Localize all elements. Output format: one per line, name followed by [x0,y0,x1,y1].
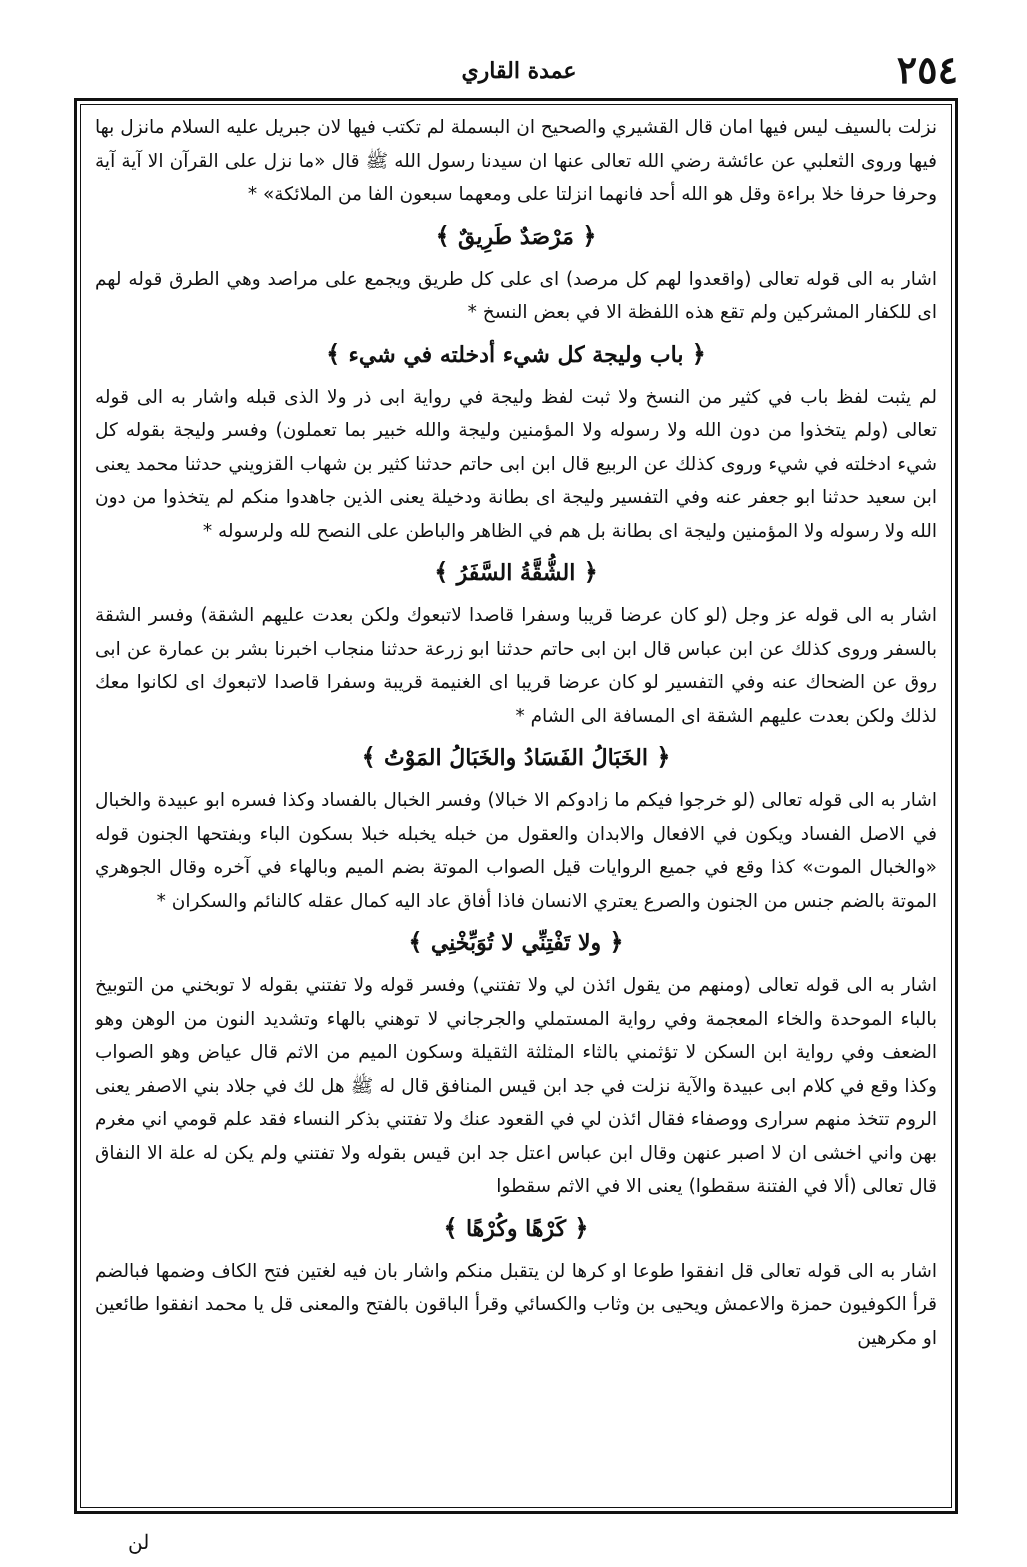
heading-text: مَرْصَدٌ طَرِيقٌ [458,223,574,250]
heading-text: الشُّقَّةُ السَّفَرُ [456,560,576,586]
section-heading: ﴿ مَرْصَدٌ طَرِيقٌ ﴾ [435,220,597,250]
document-page [74,48,964,1524]
paragraph: نزلت بالسيف ليس فيها امان قال القشيري والصحيح ان البسملة لم تكتب فيها لان جبريل عليه السلام مانزل بها فيها وروى الثعلبي عن عائشة رضي الله تعالى عنها ان سيدنا رسول الله ﷺ قال «ما نزل على القرآن الا آية آية وحرفا حرفا خلا براءة وقل هو الله أحد فانهما انزلتا على ومعهما سبعون الفا من الملائكة» * [95,117,937,205]
section-heading: ﴿ كَرْهًا وكُرْهًا ﴾ [443,1212,589,1242]
heading-text: باب وليجة كل شيء أدخلته في شيء [348,341,684,368]
paragraph: لم يثبت لفظ باب في كثير من النسخ ولا ثبت لفظ وليجة في رواية ابى ذر ولا الذى قبله واشار به الى قوله تعالى (ولم يتخذوا من دون الله ولا رسوله ولا المؤمنين وليجة والله خبير بما تعملون) وفسر وليجة بقوله كل شيء ادخلته في شيء وروى كذلك عن الربيع قال ابن ابى حاتم حدثنا كثير بن شهاب القزويني حدثنا محمد يعنى ابن سعيد حدثنا ابو جعفر عنه وفي التفسير وليجة اى بطانة ودخيلة يعنى الذين جاهدوا منكم لم يتخذوا من دون الله ولا رسوله ولا المؤمنين وليجة اى بطانة بل هم في الظاهر والباطن على النصح لله ولرسوله * [95,386,937,542]
text-frame [74,98,958,1514]
paragraph: اشار به الى قوله تعالى (واقعدوا لهم كل مرصد) اى على كل طريق ويجمع على مراصد وهي الطرق قوله لهم اى للكفار المشركين ولم تقع هذه اللفظة الا في بعض النسخ * [95,268,937,323]
catchword: لن [128,1530,150,1554]
section-heading: ﴿ ولا تَفْتِنِّي لا تُوَبِّخْنِي ﴾ [408,927,624,956]
heading-text: ولا تَفْتِنِّي لا تُوَبِّخْنِي [430,930,602,956]
running-title: عمدة القاري [461,58,577,84]
section-heading: ﴿ باب وليجة كل شيء أدخلته في شيء ﴾ [326,338,706,368]
body-text [95,111,937,1503]
paragraph: اشار به الى قوله عز وجل (لو كان عرضا قريبا وسفرا قاصدا لاتبعوك ولكن بعدت عليهم الشقة) وفسر الشقة بالسفر وروى كذلك عن ابن عباس قال ابن ابى حاتم حدثنا ابو زرعة حدثنا منجاب اخبرنا بشر بن عمارة عن ابى روق عن الضحاك عنه وفي التفسير لو كان عرضا قريبا اى الغنيمة قريبة وسفرا قاصدا لاتبعوك اى لكانوا معك لذلك ولكن بعدت عليهم الشقة اى المسافة الى الشام * [95,605,937,727]
page-header [74,48,964,98]
section-heading: ﴿ الخَبَالُ الفَسَادُ والخَبَالُ المَوْتُ ﴾ [361,742,671,771]
section-heading: ﴿ الشُّقَّةُ السَّفَرُ ﴾ [434,557,598,586]
paragraph: اشار به الى قوله تعالى (ومنهم من يقول ائذن لي ولا تفتني) وفسر قوله ولا تفتني بقوله لا توبخني من التوبيخ بالباء الموحدة والخاء المعجمة وفي رواية المستملي والجرجاني لا توهني بالهاء وتشديد النون من الوهن وهو الضعف وفي رواية ابن السكن لا تؤثمني بالثاء المثلثة الثقيلة وسكون الميم من الاثم قال عياض وهو الصواب وكذا وقع في كلام ابى عبيدة والآية نزلت في جد ابن قيس المنافق قال له ﷺ هل لك في جلاد بني الاصفر يعنى الروم تتخذ منهم سرارى ووصفاء فقال ائذن لي في القعود عنك ولا تفتني بذكر النساء فقد علم قومي اني مغرم بهن واني اخشى ان لا اصبر عنهن وقال ابن عباس اعتل جد ابن قيس بقوله ولا تفتني ولم يكن له علة الا النفاق قال تعالى (ألا في الفتنة سقطوا) يعنى الا في الاثم سقطوا [95,975,937,1197]
heading-text: الخَبَالُ الفَسَادُ والخَبَالُ المَوْتُ [384,745,648,771]
heading-text: كَرْهًا وكُرْهًا [465,1215,567,1242]
page-number: ٢٥٤ [896,47,958,92]
paragraph: اشار به الى قوله تعالى (لو خرجوا فيكم ما زادوكم الا خبالا) وفسر الخبال بالفساد وكذا فسره ابو عبيدة والخبال في الاصل الفساد ويكون في الافعال والابدان والعقول من خبله يخبله خبلا بسكون الباء وبفتحها الجنون قوله «والخبال الموت» كذا وقع في جميع الروايات قيل الصواب الموتة بضم الميم وبالهاء في آخره وقال الجوهري الموتة بالضم جنس من الجنون والصرع يعتري الانسان فاذا أفاق عاد اليه كمال عقله كالنائم والسكران * [95,790,937,912]
paragraph: اشار به الى قوله تعالى قل انفقوا طوعا او كرها لن يتقبل منكم واشار بان فيه لغتين فتح الكاف وضمها فبالضم قرأ الكوفيون حمزة والاعمش ويحيى بن وثاب والكسائي وقرأ الباقون بالفتح والمعنى قل يا محمد انفقوا طائعين او مكرهين [95,1260,937,1349]
